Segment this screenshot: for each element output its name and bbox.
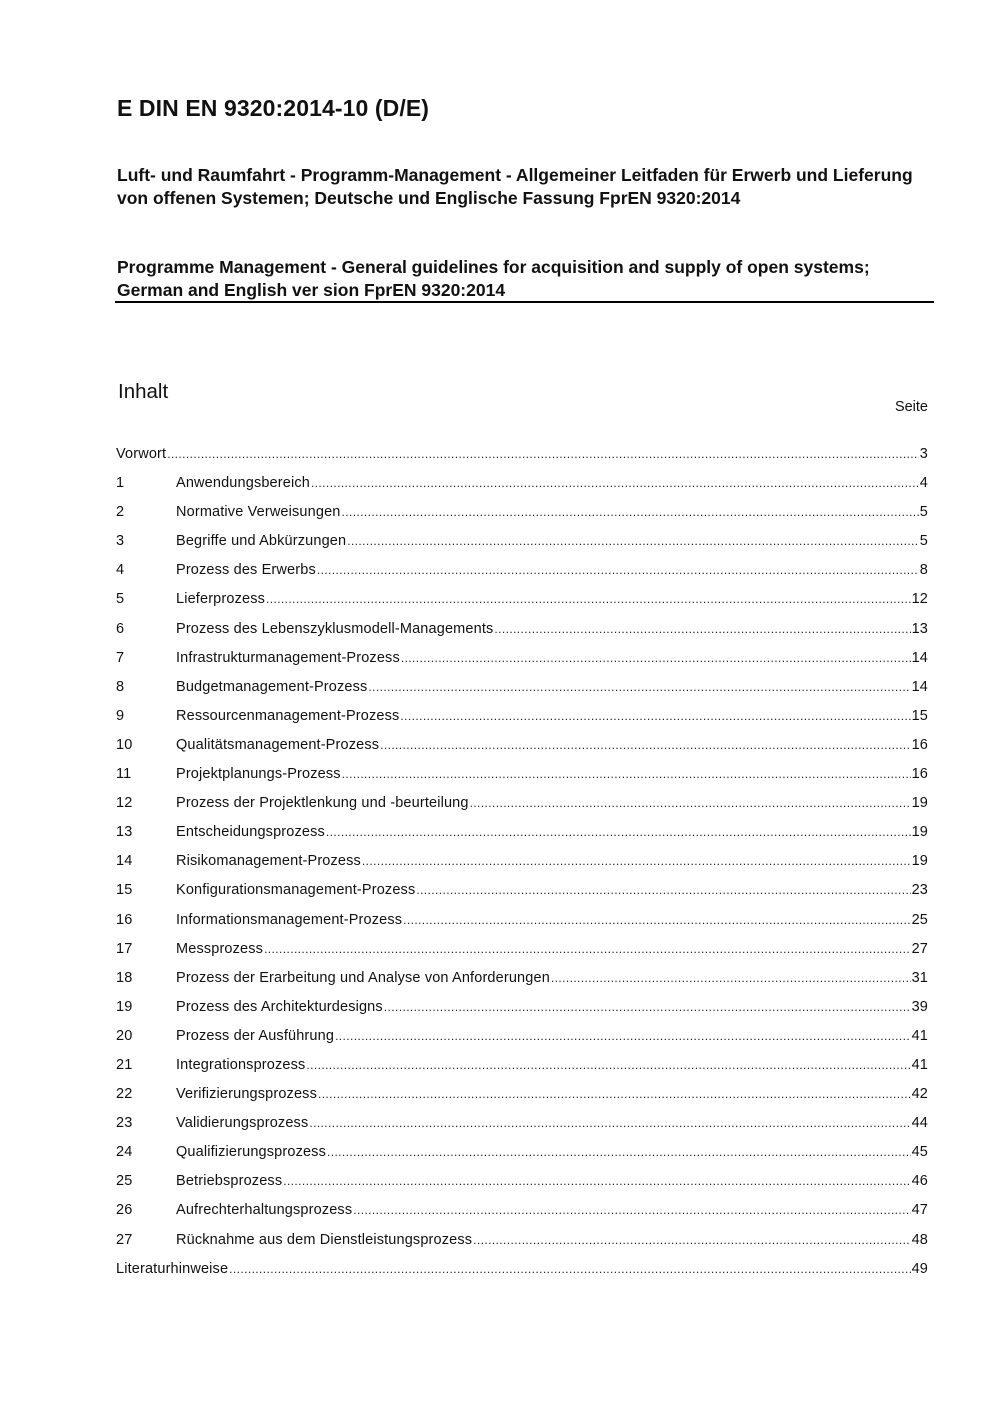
toc-entry-title: Prozess der Ausführung (176, 1027, 335, 1044)
toc-dot-leader (342, 505, 919, 519)
toc-entry-title: Messprozess (176, 940, 264, 957)
toc-dot-leader (327, 1145, 911, 1159)
toc-entry[interactable] (116, 446, 928, 475)
toc-entry-title: Risikomanagement-Prozess (176, 853, 361, 870)
table-of-contents (116, 446, 928, 1290)
toc-entry-number: 26 (116, 1202, 133, 1219)
toc-entry-title: Prozess des Erwerbs (176, 562, 316, 579)
toc-entry-page: 5 (919, 533, 928, 550)
toc-entry-title: Budgetmanagement-Prozess (176, 678, 368, 695)
toc-entry-page: 4 (919, 475, 928, 492)
toc-dot-leader (317, 563, 919, 577)
toc-dot-leader (318, 1087, 911, 1101)
toc-entry-number: 12 (116, 795, 133, 812)
toc-entry-page: 16 (911, 766, 928, 783)
toc-entry[interactable] (116, 708, 928, 737)
toc-entry-number: 20 (116, 1027, 133, 1044)
toc-entry-page: 14 (911, 649, 928, 666)
toc-entry-title: Qualitätsmanagement-Prozess (176, 736, 380, 753)
toc-entry-page: 41 (911, 1027, 928, 1044)
toc-entry-title: Prozess des Architekturdesigns (176, 998, 383, 1015)
toc-entry-title: Projektplanungs-Prozess (176, 766, 341, 783)
toc-entry-number: 6 (116, 620, 125, 637)
toc-entry-page: 19 (911, 795, 928, 812)
toc-entry[interactable] (116, 591, 928, 620)
toc-dot-leader (400, 709, 910, 723)
toc-entry-number: 25 (116, 1173, 133, 1190)
toc-entry[interactable] (116, 533, 928, 562)
toc-entry-page: 19 (911, 853, 928, 870)
toc-dot-leader (326, 825, 911, 839)
toc-entry-title: Prozess der Projektlenkung und -beurteilung (176, 795, 469, 812)
toc-entry-title: Lieferprozess (176, 591, 265, 608)
toc-dot-leader (309, 1116, 910, 1130)
toc-entry-number: 24 (116, 1144, 133, 1161)
toc-dot-leader (283, 1174, 910, 1188)
toc-entry[interactable] (116, 562, 928, 591)
toc-entry-page: 23 (911, 882, 928, 899)
toc-entry-number: 23 (116, 1115, 133, 1132)
toc-entry-number: 8 (116, 678, 125, 695)
toc-entry[interactable] (116, 650, 928, 679)
toc-entry-title: Entscheidungsprozess (176, 824, 325, 841)
toc-entry[interactable] (116, 912, 928, 941)
toc-entry-number: 17 (116, 940, 133, 957)
toc-entry[interactable] (116, 1173, 928, 1202)
toc-entry-page: 31 (911, 969, 928, 986)
toc-entry-number: 7 (116, 649, 125, 666)
toc-entry-title: Betriebsprozess (176, 1173, 283, 1190)
toc-entry[interactable] (116, 1202, 928, 1231)
toc-entry-number: 22 (116, 1086, 133, 1103)
toc-entry-title: Literaturhinweise (116, 1260, 229, 1277)
toc-entry[interactable] (116, 1144, 928, 1173)
toc-entry-page: 48 (911, 1231, 928, 1248)
toc-dot-leader (362, 854, 911, 868)
toc-dot-leader (347, 534, 919, 548)
toc-entry-title: Infrastrukturmanagement-Prozess (176, 649, 400, 666)
toc-entry-title: Konfigurationsmanagement-Prozess (176, 882, 416, 899)
toc-entry-number: 15 (116, 882, 133, 899)
toc-dot-leader (342, 767, 911, 781)
toc-entry[interactable] (116, 853, 928, 882)
toc-entry-title: Begriffe und Abkürzungen (176, 533, 347, 550)
toc-entry[interactable] (116, 621, 928, 650)
toc-dot-leader (311, 476, 919, 490)
toc-entry[interactable] (116, 679, 928, 708)
toc-entry-title: Vorwort (116, 446, 167, 462)
toc-entry-page: 39 (911, 998, 928, 1015)
toc-dot-leader (306, 1058, 910, 1072)
document-number: E DIN EN 9320:2014-10 (D/E) (117, 95, 430, 121)
toc-entry-number: 27 (116, 1231, 133, 1248)
toc-entry-page: 45 (911, 1144, 928, 1161)
toc-dot-leader (416, 883, 910, 897)
toc-dot-leader (229, 1262, 910, 1276)
toc-entry-number: 2 (116, 504, 125, 521)
toc-entry[interactable] (116, 475, 928, 504)
toc-entry[interactable] (116, 999, 928, 1028)
toc-entry-page: 46 (911, 1173, 928, 1190)
toc-dot-leader (494, 622, 910, 636)
toc-entry-page: 42 (911, 1086, 928, 1103)
toc-entry-title: Aufrechterhaltungsprozess (176, 1202, 353, 1219)
toc-dot-leader (266, 592, 911, 606)
toc-entry-page: 15 (911, 707, 928, 724)
toc-entry-number: 11 (116, 766, 132, 783)
toc-heading: Inhalt (118, 380, 169, 403)
toc-entry-number: 1 (116, 475, 125, 492)
toc-entry[interactable] (116, 824, 928, 853)
toc-entry-page: 16 (911, 736, 928, 753)
toc-dot-leader (401, 651, 911, 665)
toc-entry-number: 18 (116, 969, 133, 986)
toc-entry-page: 47 (911, 1202, 928, 1219)
toc-entry[interactable] (116, 970, 928, 999)
toc-entry[interactable] (116, 737, 928, 766)
document-title-german: Luft- und Raumfahrt - Programm-Management - Allgemeiner Leitfaden für Erwerb und Lieferung von offenen Systemen; Deutsche und Englische Fassung FprEN 9320:2014 (117, 165, 913, 208)
toc-dot-leader (167, 447, 919, 461)
toc-entry-number: 14 (116, 853, 133, 870)
toc-entry[interactable] (116, 504, 928, 533)
toc-entry-page: 12 (911, 591, 928, 608)
toc-entry-number: 10 (116, 736, 133, 753)
toc-entry-page: 44 (911, 1115, 928, 1132)
toc-entry-title: Prozess der Erarbeitung und Analyse von Anforderungen (176, 969, 550, 986)
toc-entry-title: Integrationsprozess (176, 1056, 306, 1073)
toc-entry-title: Normative Verweisungen (176, 504, 341, 521)
toc-entry-number: 3 (116, 533, 125, 550)
toc-entry-title: Verifizierungsprozess (176, 1086, 317, 1103)
toc-dot-leader (384, 1000, 911, 1014)
toc-dot-leader (551, 971, 911, 985)
toc-entry[interactable] (116, 766, 928, 795)
toc-entry-number: 13 (116, 824, 133, 841)
toc-entry-number: 16 (116, 911, 133, 928)
toc-entry-number: 19 (116, 998, 133, 1015)
toc-entry-page: 5 (919, 504, 928, 521)
toc-entry-number: 5 (116, 591, 125, 608)
toc-entry-title: Qualifizierungsprozess (176, 1144, 326, 1161)
toc-entry[interactable] (116, 1232, 928, 1261)
document-title-english: Programme Management - General guidelines for acquisition and supply of open systems; German and English ver sion FprEN 9320:2014 (117, 257, 870, 300)
toc-entry[interactable] (116, 1028, 928, 1057)
toc-entry[interactable] (116, 795, 928, 824)
toc-entry-title: Rücknahme aus dem Dienstleistungsprozess (176, 1231, 473, 1248)
toc-entry-number: 4 (116, 562, 125, 579)
toc-dot-leader (403, 913, 910, 927)
toc-page-column-label: Seite (894, 399, 928, 415)
toc-entry-title: Ressourcenmanagement-Prozess (176, 707, 400, 724)
toc-entry-page: 8 (919, 562, 928, 579)
toc-entry[interactable] (116, 882, 928, 911)
toc-entry-page: 27 (911, 940, 928, 957)
toc-entry-title: Validierungsprozess (176, 1115, 309, 1132)
toc-dot-leader (264, 942, 910, 956)
toc-entry-page: 25 (911, 911, 928, 928)
toc-entry-page: 13 (911, 620, 928, 637)
toc-entry-title: Informationsmanagement-Prozess (176, 911, 403, 928)
toc-entry-title: Anwendungsbereich (176, 475, 310, 492)
toc-entry[interactable] (116, 1057, 928, 1086)
toc-dot-leader (470, 796, 911, 810)
toc-dot-leader (335, 1029, 911, 1043)
toc-dot-leader (368, 680, 910, 694)
toc-entry-page: 14 (911, 678, 928, 695)
toc-dot-leader (353, 1203, 910, 1217)
toc-entry[interactable] (116, 941, 928, 970)
toc-entry[interactable] (116, 1115, 928, 1144)
toc-dot-leader (380, 738, 910, 752)
toc-entry[interactable] (116, 1086, 928, 1115)
toc-dot-leader (473, 1233, 910, 1247)
toc-entry-page: 49 (911, 1260, 928, 1277)
toc-entry-page: 19 (911, 824, 928, 841)
title-divider (115, 301, 934, 303)
toc-entry[interactable] (116, 1261, 928, 1290)
toc-entry-number: 9 (116, 707, 125, 724)
toc-entry-number: 21 (116, 1056, 133, 1073)
toc-entry-title: Prozess des Lebenszyklusmodell-Managements (176, 620, 494, 637)
toc-entry-page: 41 (911, 1056, 928, 1073)
toc-entry-page: 3 (919, 446, 928, 462)
